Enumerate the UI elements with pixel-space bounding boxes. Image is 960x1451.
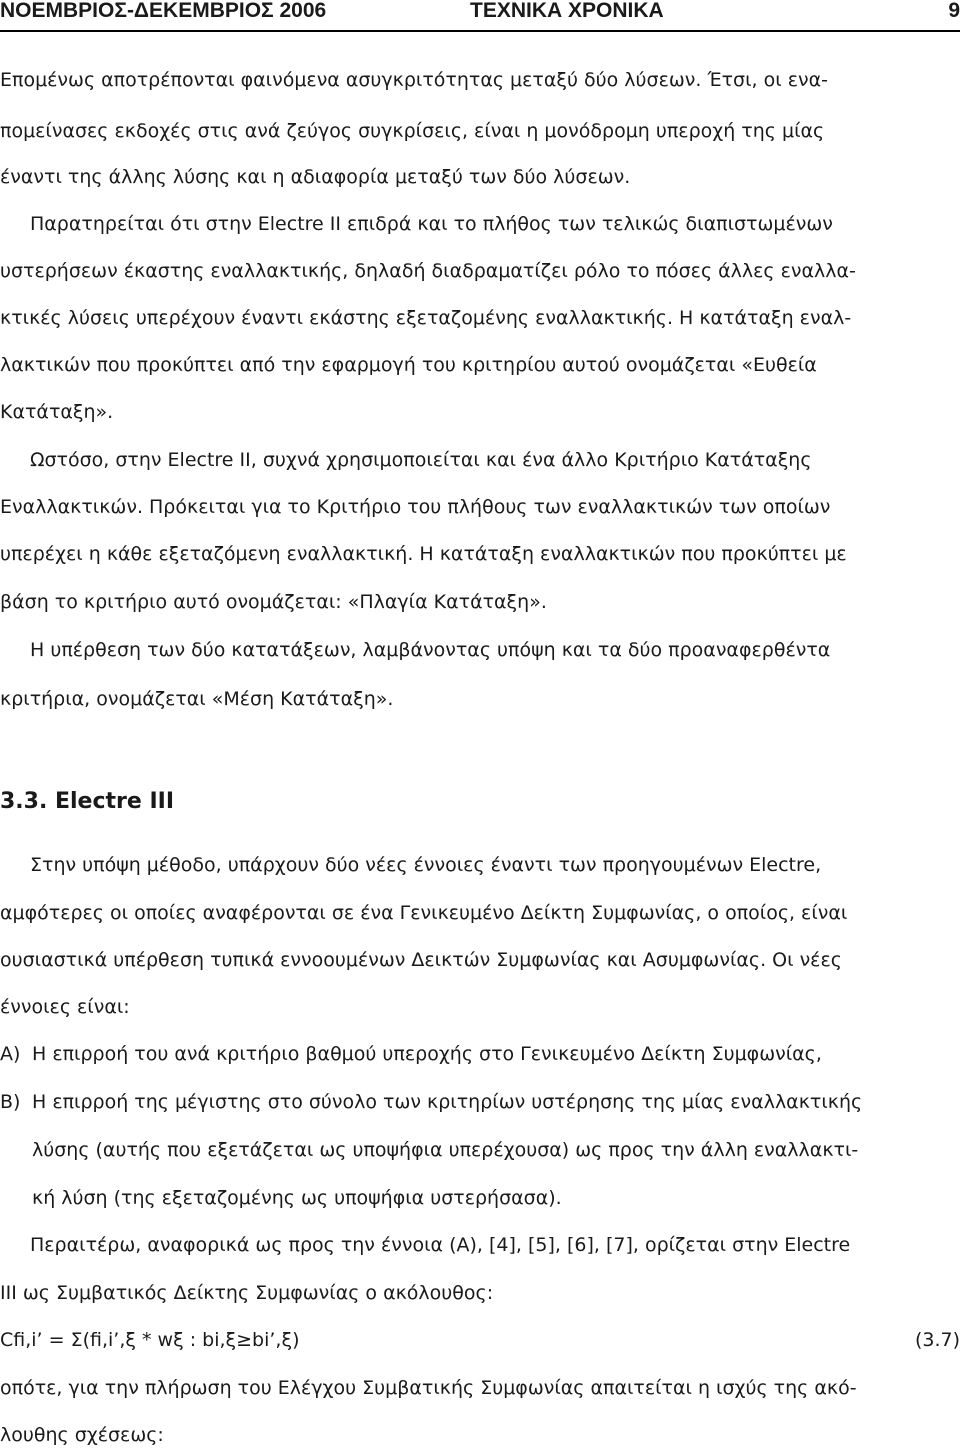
paragraph-line: αμφότερες οι οποίες αναφέρονται σε ένα Γενικευμένο Δείκτη Συμφωνίας, ο οποίος, είναι	[0, 902, 848, 924]
paragraph-line: πομείνασες εκδοχές στις ανά ζεύγος συγκρίσεις, είναι η μονόδρομη υπεροχή της μίας	[0, 120, 825, 142]
section-heading: 3.3. Electre III	[0, 789, 175, 814]
paragraph-line: έναντι της άλλης λύσης και η αδιαφορία μεταξύ των δύο λύσεων.	[0, 166, 631, 188]
equation-number: (3.7)	[914, 1329, 960, 1351]
paragraph-line: βάση το κριτήριο αυτό ονομάζεται: «Πλαγία Κατάταξη».	[0, 591, 547, 613]
list-item-text: Η επιρροή του ανά κριτήριο βαθμού υπεροχής στο Γενικευμένο Δείκτη Συμφωνίας,	[32, 1043, 822, 1065]
page-header	[0, 0, 960, 32]
paragraph-line: Εναλλακτικών. Πρόκειται για το Κριτήριο του πλήθους των εναλλακτικών των οποίων	[0, 496, 831, 518]
paragraph-line: έννοιες είναι:	[0, 996, 130, 1018]
header-journal-title: ΤΕΧΝΙΚΑ ΧΡΟΝΙΚΑ	[470, 0, 664, 22]
paragraph-line: κτικές λύσεις υπερέχουν έναντι εκάστης εξεταζομένης εναλλακτικής. Η κατάταξη εναλ-	[0, 307, 852, 329]
list-item-continuation: λύσης (αυτής που εξετάζεται ως υποψήφια υπερέχουσα) ως προς την άλλη εναλλακτι-	[32, 1139, 859, 1161]
paragraph-line: υστερήσεων έκαστης εναλλακτικής, δηλαδή διαδραματίζει ρόλο το πόσες άλλες εναλλα-	[0, 260, 856, 282]
paragraph-line: λουθης σχέσεως:	[0, 1424, 164, 1446]
paragraph-line: ουσιαστικά υπέρθεση τυπικά εννοουμένων Δεικτών Συμφωνίας και Ασυμφωνίας. Οι νέες	[0, 949, 842, 971]
paragraph-line: Ωστόσο, στην Electre II, συχνά χρησιμοποιείται και ένα άλλο Κριτήριο Κατάταξης	[30, 449, 812, 471]
list-item-label: Β)	[0, 1091, 21, 1113]
list-item-continuation: κή λύση (της εξεταζομένης ως υποψήφια υστερήσασα).	[32, 1187, 562, 1209]
equation-row	[0, 1328, 960, 1352]
paragraph-line: Παρατηρείται ότι στην Electre II επιδρά και το πλήθος των τελικώς διαπιστωμένων	[30, 213, 833, 235]
paragraph-line: Περαιτέρω, αναφορικά ως προς την έννοια (Α), [4], [5], [6], [7], ορίζεται στην Electre	[30, 1234, 851, 1256]
paragraph-line: Στην υπόψη μέθοδο, υπάρχουν δύο νέες έννοιες έναντι των προηγουμένων Electre,	[30, 854, 822, 876]
paragraph-line: III ως Συμβατικός Δείκτης Συμφωνίας ο ακόλουθος:	[0, 1282, 494, 1304]
header-issue-date: ΝΟΕΜΒΡΙΟΣ-ΔΕΚΕΜΒΡΙΟΣ 2006	[0, 0, 327, 22]
paragraph-line: Η υπέρθεση των δύο κατατάξεων, λαμβάνοντας υπόψη και τα δύο προαναφερθέντα	[30, 639, 831, 661]
paragraph-line: Επομένως αποτρέπονται φαινόμενα ασυγκριτότητας μεταξύ δύο λύσεων. Έτσι, οι ενα-	[0, 69, 828, 91]
paragraph-line: λακτικών που προκύπτει από την εφαρμογή του κριτηρίου αυτού ονομάζεται «Ευθεία	[0, 354, 817, 376]
paragraph-line: υπερέχει η κάθε εξεταζόμενη εναλλακτική. Η κατάταξη εναλλακτικών που προκύπτει με	[0, 543, 847, 565]
list-item-label: Α)	[0, 1043, 21, 1065]
header-page-number: 9	[948, 0, 960, 22]
paragraph-line: κριτήρια, ονομάζεται «Μέση Κατάταξη».	[0, 688, 394, 710]
equation: Cfi,i’ = Σ(fi,i’,ξ * wξ : bi,ξ≥bi’,ξ)	[0, 1329, 300, 1351]
paragraph-line: Κατάταξη».	[0, 401, 114, 423]
paragraph-line: οπότε, για την πλήρωση του Ελέγχου Συμβατικής Συμφωνίας απαιτείται η ισχύς της ακό-	[0, 1377, 857, 1399]
list-item-text: Η επιρροή της μέγιστης στο σύνολο των κριτηρίων υστέρησης της μίας εναλλακτικής	[32, 1091, 863, 1113]
